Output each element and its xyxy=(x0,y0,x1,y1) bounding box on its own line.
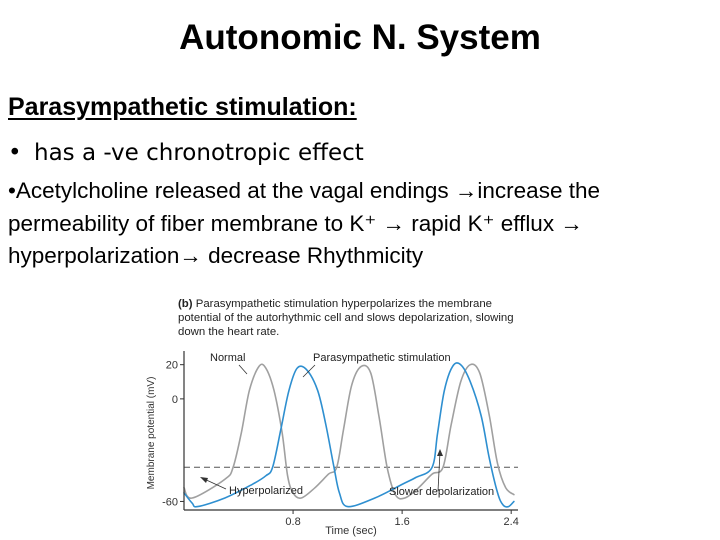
x-axis-label: Time (sec) xyxy=(325,525,377,537)
parasympathetic-pointer xyxy=(303,365,315,377)
y-tick-label: 20 xyxy=(165,359,178,372)
membrane-potential-chart xyxy=(140,345,525,537)
x-tick-label: 0.8 xyxy=(285,516,301,528)
section-heading: Parasympathetic stimulation: xyxy=(8,93,357,121)
slower-depolarization-annotation: Slower depolarization xyxy=(389,486,495,498)
y-tick-label: 0 xyxy=(171,393,178,406)
x-tick-label: 2.4 xyxy=(503,516,519,528)
figure-caption-text: Parasympathetic stimulation hyperpolarizes the membrane potential of the autorhythmic cell and slows depolarization, slowing down the heart rate. xyxy=(178,298,514,338)
bullet-acetylcholine: •Acetylcholine released at the vagal endings →increase the permeability of fiber membrane to K⁺ → rapid K⁺ efflux → hyperpolarization→ decrease Rhythmicity xyxy=(8,178,600,268)
figure-label: (b) xyxy=(178,298,193,310)
x-tick-label: 1.6 xyxy=(394,516,410,528)
hyperpolarized-annotation: Hyperpolarized xyxy=(229,485,303,497)
normal-pointer xyxy=(239,365,247,374)
bullet-chronotropic-text: has a -ve chronotropic effect xyxy=(34,140,364,166)
slide-title: Autonomic N. System xyxy=(179,18,541,57)
bullet-marker: • xyxy=(8,140,22,166)
normal-annotation: Normal xyxy=(210,352,246,364)
bullet-chronotropic xyxy=(8,137,364,169)
y-axis-label: Membrane potential (mV) xyxy=(146,376,157,490)
hyperpolarized-arrowhead xyxy=(200,477,208,483)
y-tick-label: -60 xyxy=(162,496,178,509)
parasympathetic-annotation: Parasympathetic stimulation xyxy=(313,352,451,364)
figure-caption xyxy=(178,297,518,339)
slower-depolarization-arrowhead xyxy=(437,449,443,456)
normal-trace xyxy=(184,364,514,499)
